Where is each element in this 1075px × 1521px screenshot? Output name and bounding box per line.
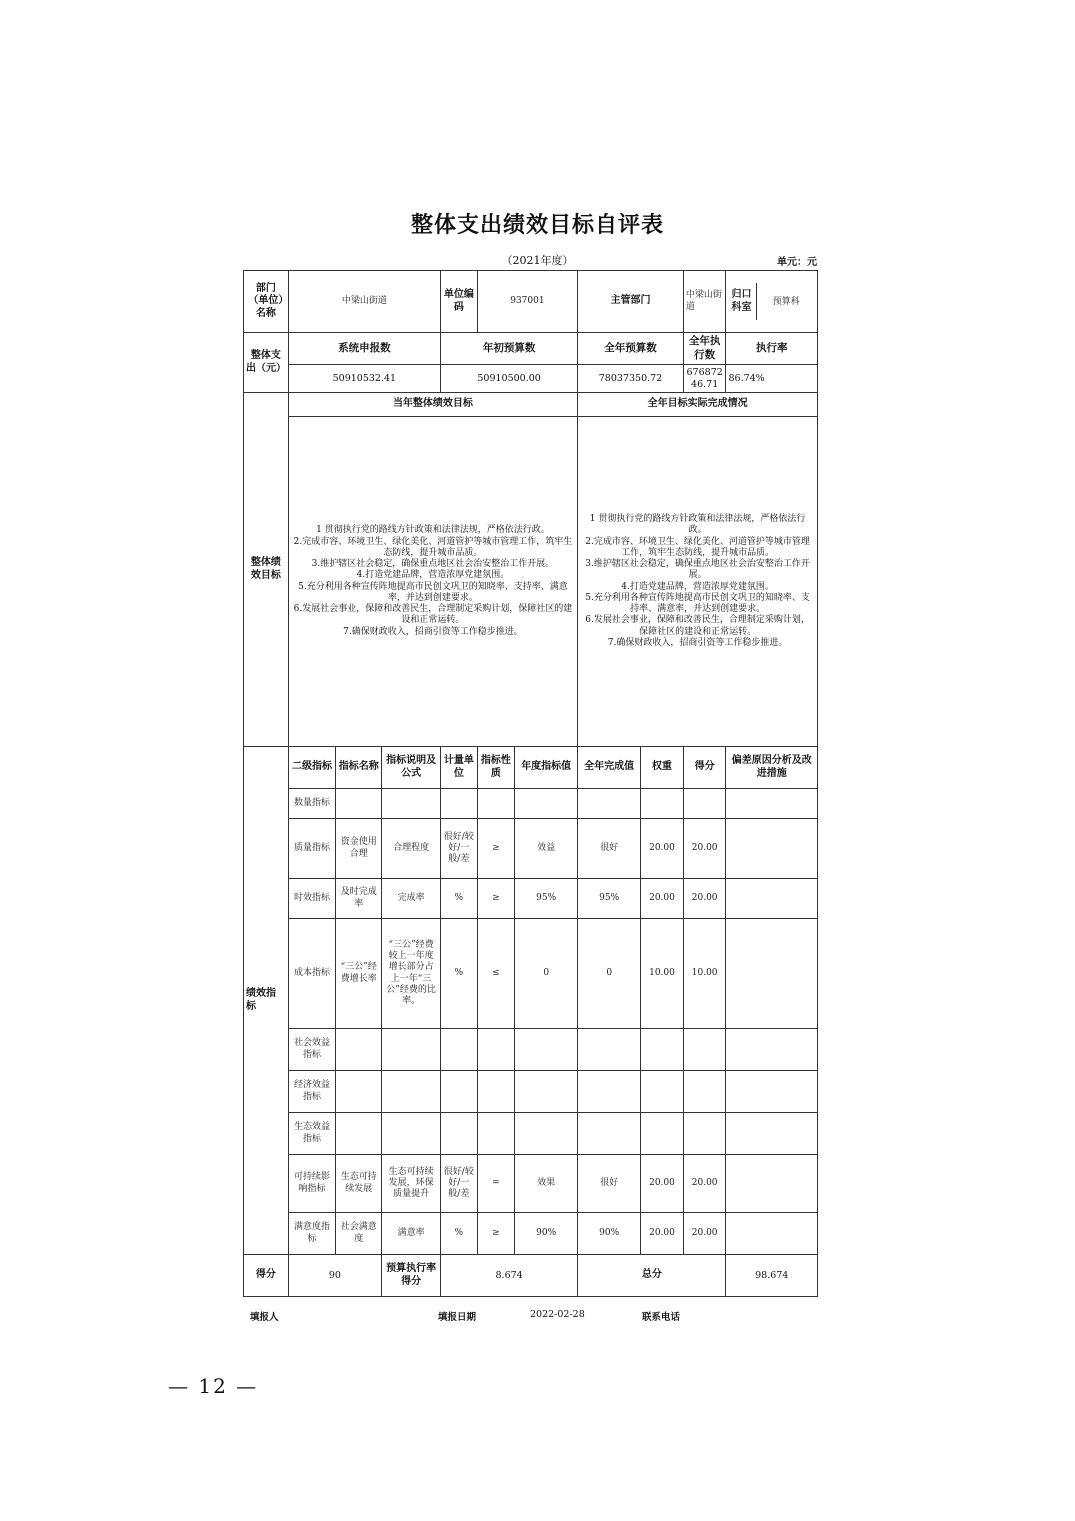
ind-score: 20.00: [683, 1155, 726, 1213]
goal-right-3: 3.维护辖区社会稳定，确保重点地区社会治安整治工作开展。: [585, 559, 810, 581]
ind-h-level2: 二级指标: [288, 747, 336, 789]
ind-score: 20.00: [683, 879, 726, 919]
ind-note: [726, 1071, 818, 1113]
code-label: 单位编码: [441, 271, 478, 333]
goal-right-4: 4.打造党建品牌，营造浓厚党建氛围。: [621, 581, 774, 592]
expense-value-row: [244, 365, 818, 393]
indicators-header-row: [244, 747, 818, 789]
ind-note: [726, 1029, 818, 1071]
ind-target: [515, 1071, 578, 1113]
ind-unit: [441, 789, 478, 819]
expense-v2: 50910500.00: [441, 365, 578, 393]
ind-target: [515, 1029, 578, 1071]
dept-info-row: [244, 271, 818, 333]
goal-right-6: 6.发展社会事业，保障和改善民生，合理制定采购计划，保障社区的建设和正常运转。: [585, 615, 810, 637]
expense-v4: 67687246.71: [683, 365, 726, 393]
ind-score: [683, 1071, 726, 1113]
ind-unit: 很好/较好/一般/差: [441, 1155, 478, 1213]
table-row: [244, 1213, 818, 1255]
expense-label: 整体支出（元）: [244, 333, 289, 393]
total-value: 98.674: [726, 1255, 818, 1297]
office-cell: [726, 271, 818, 333]
ind-note: [726, 879, 818, 919]
goals-label: 整体绩效目标: [244, 393, 289, 747]
ind-target: [515, 789, 578, 819]
goal-left-5: 5.充分利用各种宣传阵地提高市民创文巩卫的知晓率、支持率、满意率，并达到创建要求。: [298, 581, 568, 603]
goals-body-row: [244, 417, 818, 747]
ind-unit: %: [441, 879, 478, 919]
goal-left-4: 4.打造党建品牌，营造浓厚党建氛围。: [356, 570, 510, 581]
ind-score: [683, 1029, 726, 1071]
ind-weight: [641, 1113, 684, 1155]
ind-target: 0: [515, 919, 578, 1029]
ind-weight: [641, 1071, 684, 1113]
ind-name: 生态可持续发展: [336, 1155, 382, 1213]
goals-right-header: 全年目标实际完成情况: [578, 393, 818, 417]
ind-h-actual: 全年完成值: [578, 747, 641, 789]
ind-desc: [382, 1029, 441, 1071]
ind-target: 效益: [515, 819, 578, 879]
page-title: 整体支出绩效目标自评表: [410, 213, 664, 238]
ind-desc: “三公”经费较上一年度增长部分占上一年“三公”经费的比率。: [382, 919, 441, 1029]
ind-nature: ≥: [477, 819, 515, 879]
ind-actual: 很好: [578, 819, 641, 879]
expense-h1: 系统申报数: [288, 333, 440, 365]
ind-target: 90%: [515, 1213, 578, 1255]
code-value: 937001: [477, 271, 578, 333]
table-row: [244, 919, 818, 1029]
supervisor-label: 主管部门: [578, 271, 684, 333]
goal-left-1: 1 贯彻执行党的路线方针政策和法律法规，严格依法行政。: [316, 525, 550, 536]
ind-nature: [477, 1029, 515, 1071]
phone-label: 联系电话: [642, 1312, 681, 1323]
goal-left-3: 3.维护辖区社会稳定，确保重点地区社会治安整治工作开展。: [311, 559, 555, 569]
ind-note: [726, 789, 818, 819]
expense-v5: 86.74%: [726, 365, 818, 393]
ind-actual: [578, 1113, 641, 1155]
ind-level2: 满意度指标: [288, 1213, 336, 1255]
expense-v1: 50910532.41: [288, 365, 440, 393]
ind-actual: [578, 1071, 641, 1113]
ind-unit: %: [441, 1213, 478, 1255]
ind-weight: 20.00: [641, 879, 684, 919]
ind-note: [726, 819, 818, 879]
ind-name: [336, 1113, 382, 1155]
date-value: 2022-02-28: [530, 1309, 585, 1320]
ind-level2: 质量指标: [288, 819, 336, 879]
ind-actual: 0: [578, 919, 641, 1029]
ind-weight: 20.00: [641, 1155, 684, 1213]
goal-left-7: 7.确保财政收入，招商引资等工作稳步推进。: [343, 626, 523, 637]
summary-row: [244, 1255, 818, 1297]
ind-desc: 合理程度: [382, 819, 441, 879]
table-row: [244, 1113, 818, 1155]
goal-right-2: 2.完成市容、环境卫生、绿化美化、河道管护等城市管理工作，筑牢生态防线，提升城市品质。: [585, 536, 810, 558]
office-label: 归口科室: [726, 283, 757, 320]
ind-weight: 20.00: [641, 1213, 684, 1255]
report-year: （2021年度）: [501, 254, 574, 267]
goals-left-header: 当年整体绩效目标: [288, 393, 578, 417]
indicators-label: 绩效指标: [244, 747, 289, 1255]
ind-name: 及时完成率: [336, 879, 382, 919]
ind-name: 社会满意度: [336, 1213, 382, 1255]
expense-h5: 执行率: [726, 333, 818, 365]
ind-desc: 完成率: [382, 879, 441, 919]
ind-unit: [441, 1113, 478, 1155]
ind-nature: [477, 1113, 515, 1155]
ind-score: [683, 789, 726, 819]
goal-right-1: 1 贯彻执行党的路线方针政策和法律法规，严格依法行政。: [589, 514, 806, 536]
budget-score-value: 8.674: [441, 1255, 578, 1297]
ind-target: 95%: [515, 879, 578, 919]
ind-level2: 可持续影响指标: [288, 1155, 336, 1213]
ind-actual: 90%: [578, 1213, 641, 1255]
ind-level2: 时效指标: [288, 879, 336, 919]
table-row: [244, 879, 818, 919]
goal-left-2: 2.完成市容、环境卫生、绿化美化、河道管护等城市管理工作，筑牢生态防线，提升城市品质。: [293, 536, 573, 558]
ind-unit: %: [441, 919, 478, 1029]
ind-nature: ≥: [477, 1213, 515, 1255]
ind-actual: [578, 1029, 641, 1071]
ind-score: 20.00: [683, 1213, 726, 1255]
goals-left-text: [288, 417, 578, 747]
ind-level2: 成本指标: [288, 919, 336, 1029]
dept-label: 部门（单位）名称: [244, 271, 289, 333]
table-row: [244, 1029, 818, 1071]
total-label: 总分: [578, 1255, 726, 1297]
goal-left-6: 6.发展社会事业，保障和改善民生，合理制定采购计划，保障社区的建设和正常运转。: [293, 604, 573, 626]
ind-desc: [382, 1113, 441, 1155]
expense-v3: 78037350.72: [578, 365, 684, 393]
ind-weight: [641, 1029, 684, 1071]
dept-value: 中梁山街道: [288, 271, 440, 333]
ind-weight: [641, 789, 684, 819]
ind-h-note: 偏差原因分析及改进措施: [726, 747, 818, 789]
goals-right-text: [578, 417, 818, 747]
ind-desc: [382, 789, 441, 819]
page-number: — 12 —: [168, 1374, 259, 1398]
ind-name: [336, 1029, 382, 1071]
ind-name: 资金使用合理: [336, 819, 382, 879]
ind-score: 10.00: [683, 919, 726, 1029]
ind-level2: 生态效益指标: [288, 1113, 336, 1155]
goal-right-7: 7.确保财政收入，招商引资等工作稳步推进。: [607, 637, 788, 648]
table-row: [244, 1155, 818, 1213]
ind-nature: =: [477, 1155, 515, 1213]
ind-target: 效果: [515, 1155, 578, 1213]
goals-header-row: [244, 393, 818, 417]
ind-actual: 很好: [578, 1155, 641, 1213]
ind-h-nature: 指标性质: [477, 747, 515, 789]
ind-nature: ≥: [477, 879, 515, 919]
ind-unit: [441, 1071, 478, 1113]
ind-level2: 数量指标: [288, 789, 336, 819]
ind-name: “三公”经费增长率: [336, 919, 382, 1029]
ind-weight: 10.00: [641, 919, 684, 1029]
table-row: [244, 1071, 818, 1113]
ind-name: [336, 1071, 382, 1113]
ind-actual: [578, 789, 641, 819]
ind-note: [726, 1155, 818, 1213]
ind-score: [683, 1113, 726, 1155]
ind-nature: ≤: [477, 919, 515, 1029]
ind-unit: 很好/较好/一般/差: [441, 819, 478, 879]
ind-target: [515, 1113, 578, 1155]
score-value: 90: [288, 1255, 381, 1297]
ind-h-desc: 指标说明及公式: [382, 747, 441, 789]
ind-h-score: 得分: [683, 747, 726, 789]
expense-header-row: [244, 333, 818, 365]
ind-h-weight: 权重: [641, 747, 684, 789]
ind-desc: 满意率: [382, 1213, 441, 1255]
ind-score: 20.00: [683, 819, 726, 879]
ind-note: [726, 919, 818, 1029]
ind-desc: [382, 1071, 441, 1113]
expense-h3: 全年预算数: [578, 333, 684, 365]
score-label: 得分: [244, 1255, 289, 1297]
performance-table: [243, 270, 818, 1297]
ind-level2: 社会效益指标: [288, 1029, 336, 1071]
office-value: 预算科: [772, 297, 800, 307]
ind-h-unit: 计量单位: [441, 747, 478, 789]
ind-nature: [477, 1071, 515, 1113]
ind-desc: 生态可持续发展，环保质量提升: [382, 1155, 441, 1213]
expense-h2: 年初预算数: [441, 333, 578, 365]
expense-h4: 全年执行数: [683, 333, 726, 365]
ind-level2: 经济效益指标: [288, 1071, 336, 1113]
filler-label: 填报人: [250, 1312, 279, 1323]
ind-unit: [441, 1029, 478, 1071]
table-row: [244, 819, 818, 879]
ind-note: [726, 1113, 818, 1155]
ind-h-target: 年度指标值: [515, 747, 578, 789]
table-row: [244, 789, 818, 819]
unit-label: 单元：元: [777, 257, 817, 268]
ind-h-name: 指标名称: [336, 747, 382, 789]
supervisor-value: 中梁山街道: [683, 271, 726, 333]
ind-nature: [477, 789, 515, 819]
date-label: 填报日期: [438, 1312, 477, 1323]
budget-score-label: 预算执行率得分: [382, 1255, 441, 1297]
ind-actual: 95%: [578, 879, 641, 919]
ind-weight: 20.00: [641, 819, 684, 879]
ind-note: [726, 1213, 818, 1255]
ind-name: [336, 789, 382, 819]
goal-right-5: 5.充分利用各种宣传阵地提高市民创文巩卫的知晓率、支持率、满意率，并达到创建要求。: [585, 592, 810, 614]
